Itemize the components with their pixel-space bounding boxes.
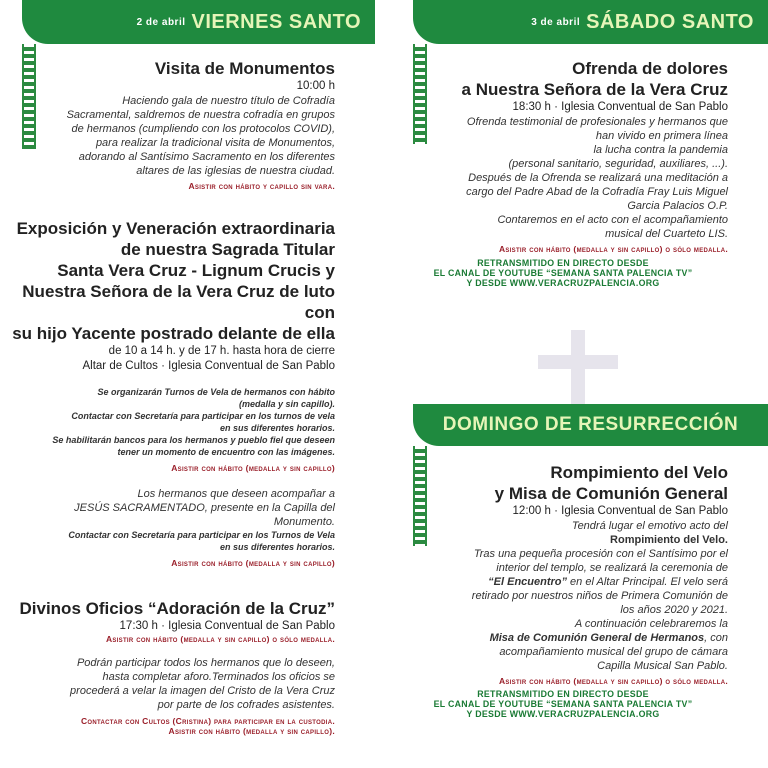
oficios-time: 17:30 h · Iglesia Conventual de San Pablo [119, 620, 335, 632]
viernes-date: 2 de abril [136, 16, 186, 28]
visita-line: Sacramental, saldremos de nuestra cofradía en grupos [66, 109, 335, 121]
domingo-line [398, 631, 728, 645]
sabado-live: EL CANAL DE YOUTUBE “SEMANA SANTA PALENCIA TV” [433, 268, 693, 278]
sabado-live: RETRANSMITIDO EN DIRECTO DESDE [477, 258, 649, 268]
acomp-note: Contactar con Secretaría para participar en los Turnos de Vela [68, 530, 335, 540]
exposicion-title-line: Exposición y Veneración extraordinaria [16, 219, 335, 238]
sabado-title-line: a Nuestra Señora de la Vera Cruz [461, 80, 728, 99]
acomp-requirement: Asistir con hábito (medalla y sin capillo) [171, 558, 335, 568]
domingo-line: retirado por nuestros niños de Primera Comunión de [471, 590, 728, 602]
oficios-line: procederá a velar la imagen del Cristo de la Vera Cruz [70, 685, 335, 697]
acomp-note: en sus diferentes horarios. [219, 542, 335, 552]
exposicion-block [0, 218, 335, 568]
sabado-time: 18:30 h · Iglesia Conventual de San Pablo [512, 101, 728, 113]
acomp-line: JESÚS SACRAMENTADO, presente en la Capilla del [74, 502, 335, 514]
sabado-requirement: Asistir con hábito (medalla y sin capillo) o sólo medalla. [498, 244, 728, 254]
domingo-title-line: Rompimiento del Velo [550, 463, 728, 482]
sabado-header [413, 0, 768, 44]
sabado-date: 3 de abril [531, 16, 581, 28]
domingo-line: Capilla Musical San Pablo. [597, 660, 728, 672]
exposicion-title-line: de nuestra Sagrada Titular [120, 240, 335, 259]
exposicion-note: en sus diferentes horarios. [219, 423, 335, 433]
oficios-line: por parte de los cofrades asistentes. [157, 699, 335, 711]
exposicion-note: Se habilitarán bancos para los hermanos y pueblo fiel que deseen [52, 435, 335, 445]
exposicion-requirement: Asistir con hábito (medalla y sin capillo) [171, 463, 335, 473]
sabado-line: han vivido en primera línea [595, 130, 728, 142]
oficios-block [0, 598, 335, 736]
oficios-line: Podrán participar todos los hermanos que lo deseen, [76, 657, 335, 669]
viernes-header [22, 0, 375, 44]
exposicion-note: (medalla y sin capillo). [238, 399, 335, 409]
sabado-line: la lucha contra la pandemia [593, 144, 728, 156]
domingo-line [398, 575, 728, 589]
visita-line: Haciendo gala de nuestro título de Cofradía [122, 95, 335, 107]
oficios-requirement-2: Asistir con hábito (medalla y sin capillo). [168, 726, 335, 736]
domingo-requirement: Asistir con hábito (medalla y sin capillo) o sólo medalla. [498, 676, 728, 686]
domingo-header [413, 404, 768, 446]
visita-line: de hermanos (cumpliendo con los protocolos COVID), [71, 123, 335, 135]
domingo-bold: Misa de Comunión General de Hermanos [489, 632, 705, 644]
domingo-bold: “El Encuentro” [488, 576, 567, 588]
oficios-line: hasta completar aforo.Terminados los oficios se [102, 671, 335, 683]
domingo-line: acompañamiento musical del grupo de cámara [499, 646, 728, 658]
viernes-day: VIERNES SANTO [191, 10, 361, 33]
domingo-text: en el Altar Principal. El velo será [567, 576, 728, 588]
exposicion-place: Altar de Cultos · Iglesia Conventual de San Pablo [82, 360, 335, 372]
sabado-live[interactable]: Y DESDE WWW.VERACRUZPALENCIA.ORG [466, 278, 660, 288]
domingo-line: interior del templo, se realizará la ceremonia de [496, 562, 728, 574]
sabado-line: Contaremos en el acto con el acompañamiento [497, 214, 728, 226]
domingo-day: DOMINGO DE RESURRECCIÓN [442, 414, 739, 435]
exposicion-hours: de 10 a 14 h. y de 17 h. hasta hora de cierre [108, 345, 335, 357]
exposicion-title-line: su hijo Yacente postrado delante de ella [12, 324, 335, 343]
exposicion-title-line: Santa Vera Cruz - Lignum Crucis y [57, 261, 335, 280]
visita-line: adorando al Santísimo Sacramento en los diferentes [78, 151, 335, 163]
domingo-live: RETRANSMITIDO EN DIRECTO DESDE [477, 689, 649, 699]
sabado-day: SÁBADO SANTO [586, 10, 754, 33]
visita-block [15, 58, 335, 191]
domingo-text: , con [704, 632, 728, 644]
oficios-contact: Contactar con Cultos (Cristina) para participar en la custodia. [80, 716, 335, 726]
visita-title: Visita de Monumentos [154, 59, 335, 78]
sabado-line: Ofrenda testimonial de profesionales y hermanos que [466, 116, 728, 128]
visita-line: para realizar la tradicional visita de Monumentos, [95, 137, 335, 149]
domingo-bold: Rompimiento del Velo. [610, 534, 728, 546]
exposicion-note: tener un momento de encuentro con las imágenes. [117, 447, 335, 457]
visita-line: altares de las iglesias de nuestra ciudad. [136, 165, 335, 177]
exposicion-note: Se organizarán Turnos de Vela de hermanos con hábito [97, 387, 335, 397]
domingo-line: A continuación celebraremos la [574, 618, 728, 630]
visita-requirement: Asistir con hábito y capillo sin vara. [188, 181, 335, 191]
sabado-line: (personal sanitario, seguridad, auxiliares, ...). [508, 158, 728, 170]
sabado-line: Después de la Ofrenda se realizará una meditación a [468, 172, 728, 184]
domingo-line: los años 2020 y 2021. [620, 604, 728, 616]
domingo-time: 12:00 h · Iglesia Conventual de San Pablo [512, 505, 728, 517]
acomp-line: Monumento. [273, 516, 335, 528]
exposicion-title-line: Nuestra Señora de la Vera Cruz de luto con [22, 282, 335, 322]
oficios-title: Divinos Oficios “Adoración de la Cruz” [19, 599, 335, 618]
domingo-block [398, 462, 728, 719]
acomp-line: Los hermanos que deseen acompañar a [137, 488, 335, 500]
domingo-line: Tendrá lugar el emotivo acto del [571, 520, 728, 532]
sabado-block [398, 58, 728, 288]
sabado-line: Garcia Palacios O.P. [627, 200, 728, 212]
domingo-live[interactable]: Y DESDE WWW.VERACRUZPALENCIA.ORG [466, 709, 660, 719]
sabado-title-line: Ofrenda de dolores [572, 59, 728, 78]
visita-time: 10:00 h [296, 80, 335, 92]
domingo-live: EL CANAL DE YOUTUBE “SEMANA SANTA PALENCIA TV” [433, 699, 693, 709]
oficios-requirement: Asistir con hábito (medalla y sin capillo) o sólo medalla. [105, 634, 335, 644]
sabado-line: musical del Cuarteto LIS. [605, 228, 728, 240]
exposicion-note: Contactar con Secretaría para participar en los turnos de vela [71, 411, 335, 421]
domingo-line: Tras una pequeña procesión con el Santísimo por el [473, 548, 728, 560]
domingo-title-line: y Misa de Comunión General [494, 484, 728, 503]
sabado-line: cargo del Padre Abad de la Cofradía Fray Luis Miguel [466, 186, 728, 198]
